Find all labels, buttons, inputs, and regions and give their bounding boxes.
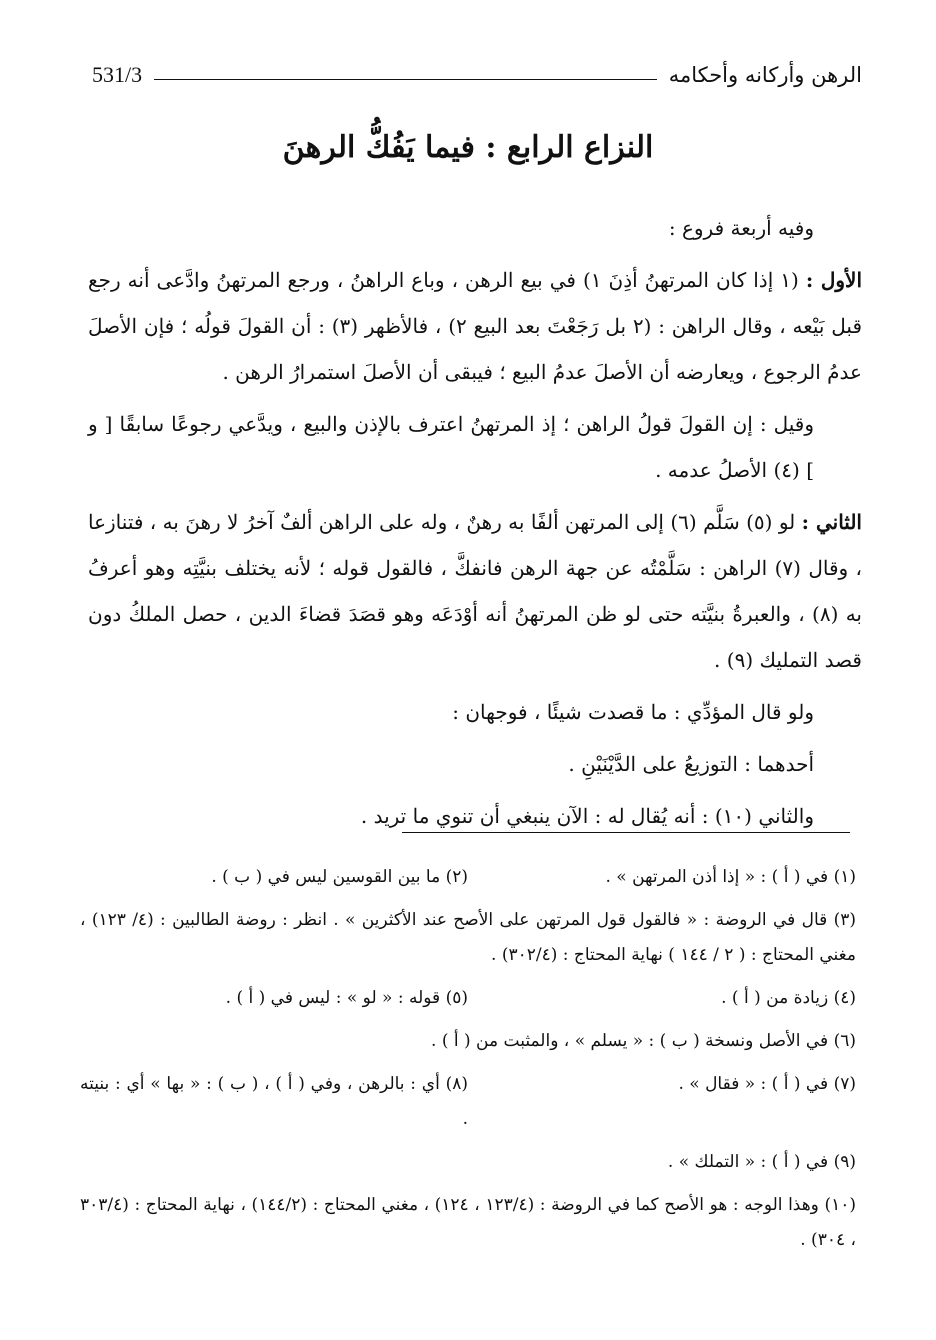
- paragraph-first-alt: وقيل : إن القولَ قولُ الراهن ؛ إذ المرتهنُ اعترف بالإذن والبيع ، ويدَّعي رجوعًا سابقًا [ و ] (٤) الأصلُ عدمه .: [88, 412, 814, 482]
- footnote-8: (٨) أي : بالرهن ، وفي ( أ ) ، ( ب ) : « بها » أي : بنيته .: [80, 1074, 468, 1129]
- footnote-10: (١٠) وهذا الوجه : هو الأصح كما في الروضة : (١٢٣/٤ ، ١٢٤) ، مغني المحتاج : (١٤٤/٢) ، نهاية المحتاج : (٣٠٣/٤ ، ٣٠٤) .: [80, 1195, 856, 1250]
- running-header: [92, 58, 862, 92]
- footnote-row: [80, 860, 856, 895]
- footnote-row: [80, 981, 856, 1016]
- footnote-1: (١) في ( أ ) : « إذا أذن المرتهن » .: [605, 867, 856, 887]
- text-first: (١ إذا كان المرتهنُ أذِنَ ١) في بيع الرهن ، وباع الراهنُ ، ورجع المرتهنُ وادَّعى أنه رجع قبل بَيْعه ، وقال الراهن : (٢ بل رَجَعْتَ بعد البيع ٢) ، فالأظهر (٣) : أن القولَ قولُه ؛ فإن الأصلَ عدمُ الرجوع ، ويعارضه أن الأصلَ عدمُ البيع ؛ فيبقى أن الأصلَ استمرارُ الرهن .: [88, 268, 863, 384]
- chapter-title: النزاع الرابع : فيما يَفُكُّ الرهنَ: [282, 130, 654, 165]
- footnote-2: (٢) ما بين القوسين ليس في ( ب ) .: [211, 867, 468, 887]
- lead-first: الأول :: [805, 268, 863, 292]
- footnote-4: (٤) زيادة من ( أ ) .: [721, 988, 856, 1008]
- paragraph-first: [88, 257, 862, 395]
- paragraph-opinion-one: أحدهما : التوزيعُ على الدَّيْنَيْنِ .: [568, 752, 814, 776]
- paragraph-payer-case: ولو قال المؤدِّي : ما قصدت شيئًا ، فوجهان :: [452, 700, 814, 724]
- running-title: الرهن وأركانه وأحكامه: [668, 63, 862, 87]
- lead-second: الثاني :: [801, 510, 862, 534]
- main-text: [88, 205, 862, 845]
- footnote-7: (٧) في ( أ ) : « فقال » .: [678, 1074, 856, 1094]
- footnote-row: [80, 1067, 856, 1137]
- intro-line: وفيه أربعة فروع :: [668, 216, 814, 240]
- page-number: 531/3: [92, 62, 143, 87]
- footnote-5: (٥) قوله : « لو » : ليس في ( أ ) .: [225, 988, 468, 1008]
- footnote-9: (٩) في ( أ ) : « التملك » .: [667, 1152, 856, 1172]
- footnotes: [80, 860, 856, 1266]
- footnote-6: (٦) في الأصل ونسخة ( ب ) : « يسلم » ، والمثبت من ( أ ) .: [431, 1031, 856, 1051]
- text-second: لو (٥) سَلَّم (٦) إلى المرتهن ألفًا به رهنٌ ، وله على الراهن ألفٌ آخرُ لا رهنَ به ، فتنازعا ، وقال (٧) الراهن : سَلَّمْتُه عن جهة الرهن فانفكَّ ، فالقول قوله ؛ لأنه يختلف بنيَّتِه وهو أعرفُ به (٨) ، والعبرةُ بنيَّته حتى لو ظن المرتهنُ أنه أوْدَعَه وهو قصَدَ قضاءَ الدين ، حصل الملكُ دون قصد التمليك (٩) .: [88, 510, 862, 672]
- header-rule: [154, 79, 657, 80]
- paragraph-opinion-two: والثاني (١٠) : أنه يُقال له : الآن ينبغي أن تنوي ما تريد .: [360, 804, 814, 828]
- footnote-3: (٣) قال في الروضة : « فالقول قول المرتهن على الأصح عند الأكثرين » . انظر : روضة الطالبين : (٤/ ١٢٣) ، مغني المحتاج : ( ٢ / ١٤٤ ) نهاية المحتاج : (٣٠٢/٤) .: [80, 910, 856, 965]
- paragraph-second: [88, 499, 862, 683]
- footnote-separator: [402, 832, 850, 833]
